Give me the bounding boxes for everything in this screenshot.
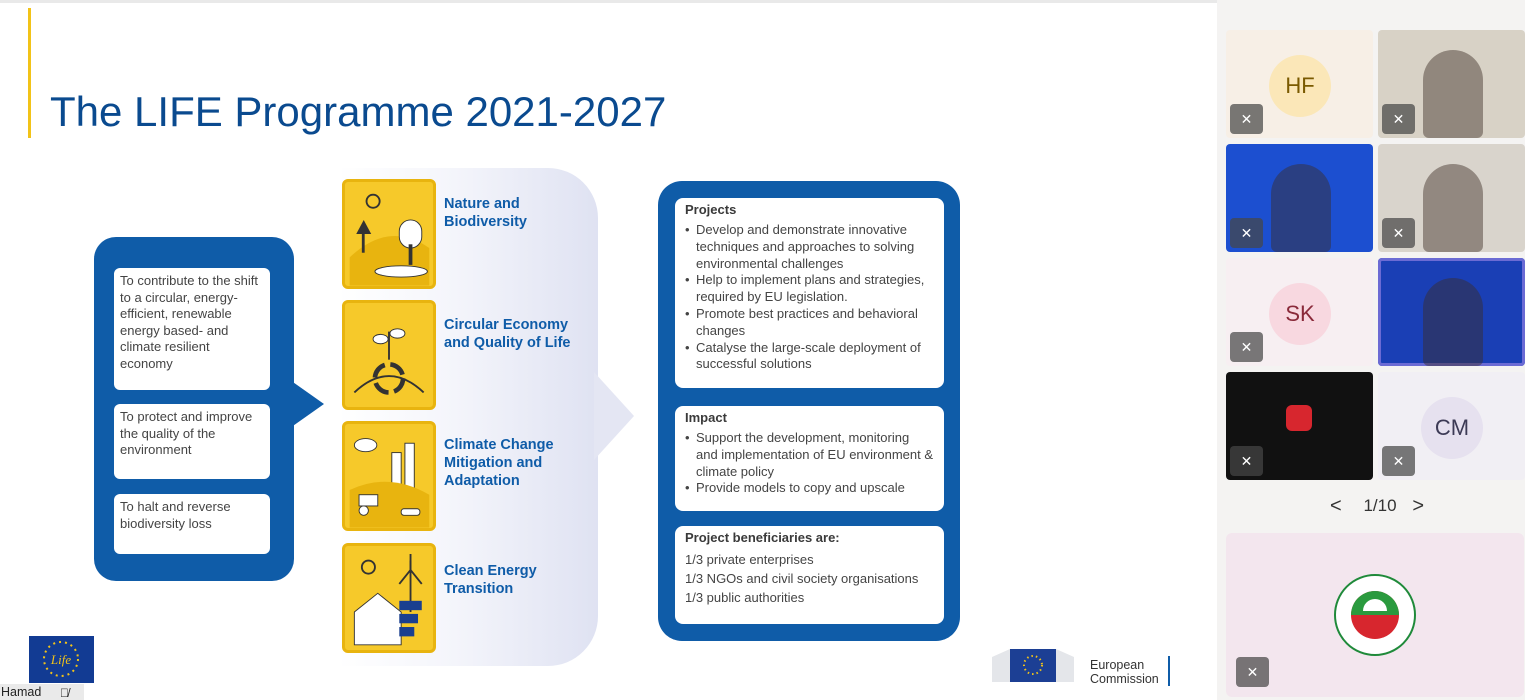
bracket-arrow <box>594 372 634 460</box>
objectives-arrow <box>290 380 324 428</box>
beneficiary-line: 1/3 NGOs and civil society organisations <box>685 571 919 586</box>
projects-heading: Projects <box>685 202 737 217</box>
clean-energy-icon <box>342 543 436 653</box>
label-text: Nature and Biodiversity <box>444 196 527 230</box>
mic-off-icon: ✕ <box>1382 446 1415 476</box>
page-indicator: 1/10 <box>1363 496 1397 515</box>
mic-off-icon: ✕ <box>1236 657 1269 687</box>
sports-association-logo-icon <box>1333 573 1417 657</box>
title-accent-bar <box>28 8 31 138</box>
mic-off-icon: ✕ <box>1230 332 1263 362</box>
presenter-name-tag <box>0 684 84 700</box>
subprogramme-label-energy <box>444 562 537 598</box>
beneficiaries-heading: Project beneficiaries are: <box>685 530 840 545</box>
projects-card <box>675 198 944 388</box>
subprogramme-label-nature <box>444 195 527 231</box>
presenter-name: Hamad <box>1 685 42 699</box>
self-view-tile[interactable] <box>1226 533 1524 697</box>
circular-economy-icon <box>342 300 436 410</box>
impact-heading: Impact <box>685 410 727 425</box>
mic-off-icon: ✕ <box>1230 446 1263 476</box>
label-text: Circular Economy and Quality of Life <box>444 317 571 351</box>
label-text: Clean Energy Transition <box>444 563 537 597</box>
climate-change-icon <box>342 421 436 531</box>
participant-avatar: SK <box>1269 283 1331 345</box>
objective-card: To protect and improve the quality of the environment <box>114 404 270 479</box>
participant-avatar: HF <box>1269 55 1331 117</box>
video-feed <box>1286 405 1312 431</box>
video-feed <box>1423 50 1483 138</box>
beneficiary-line: 1/3 public authorities <box>685 590 805 605</box>
projects-list <box>685 222 934 373</box>
mic-off-icon: ✕ <box>1230 218 1263 248</box>
list-item: • Catalyse the large-scale deployment of successful solutions <box>685 340 934 374</box>
life-logo <box>29 636 94 683</box>
participant-tile[interactable] <box>1378 144 1525 252</box>
commission-divider <box>1168 656 1170 686</box>
nature-biodiversity-icon <box>342 179 436 289</box>
video-feed <box>1271 164 1331 252</box>
commission-label: European Commission <box>1090 658 1159 686</box>
video-feed <box>1423 278 1483 366</box>
participant-tile[interactable] <box>1378 258 1525 366</box>
impact-card <box>675 406 944 511</box>
commission-text <box>1090 658 1159 686</box>
beneficiary-line: 1/3 private enterprises <box>685 552 814 567</box>
objective-card: To contribute to the shift to a circular, energy-efficient, renewable energy based- and climate resilient economy <box>114 268 270 390</box>
participant-tile[interactable] <box>1226 144 1373 252</box>
beneficiaries-card <box>675 526 944 624</box>
list-item: • Help to implement plans and strategies, required by EU legislation. <box>685 272 934 306</box>
next-page-button[interactable]: > <box>1412 495 1424 517</box>
slide-title: The LIFE Programme 2021-2027 <box>50 88 667 135</box>
mic-off-icon: 🎙̸ <box>60 686 69 700</box>
list-item: • Provide models to copy and upscale <box>685 480 934 497</box>
participant-pager <box>1330 494 1430 518</box>
list-item: • Promote best practices and behavioral changes <box>685 306 934 340</box>
subprogramme-label-climate <box>444 436 554 490</box>
participant-avatar: CM <box>1421 397 1483 459</box>
impact-list <box>685 430 934 497</box>
participant-tile[interactable] <box>1226 30 1373 138</box>
participant-tile[interactable] <box>1226 258 1373 366</box>
video-feed <box>1423 164 1483 252</box>
participant-tile[interactable] <box>1378 30 1525 138</box>
participant-tile[interactable] <box>1226 372 1373 480</box>
participant-tile[interactable] <box>1378 372 1525 480</box>
objective-card: To halt and reverse biodiversity loss <box>114 494 270 554</box>
subprogramme-label-circular <box>444 316 570 352</box>
mic-off-icon: ✕ <box>1382 218 1415 248</box>
mic-off-icon: ✕ <box>1230 104 1263 134</box>
mic-off-icon: ✕ <box>1382 104 1415 134</box>
list-item: • Support the development, monitoring and implementation of EU environment & climate policy <box>685 430 934 480</box>
label-text: Climate Change Mitigation and Adaptation <box>444 437 554 489</box>
list-item: • Develop and demonstrate innovative techniques and approaches to solving environmental challenges <box>685 222 934 272</box>
life-logo-text: Life <box>50 652 72 667</box>
prev-page-button[interactable]: < <box>1330 495 1342 517</box>
